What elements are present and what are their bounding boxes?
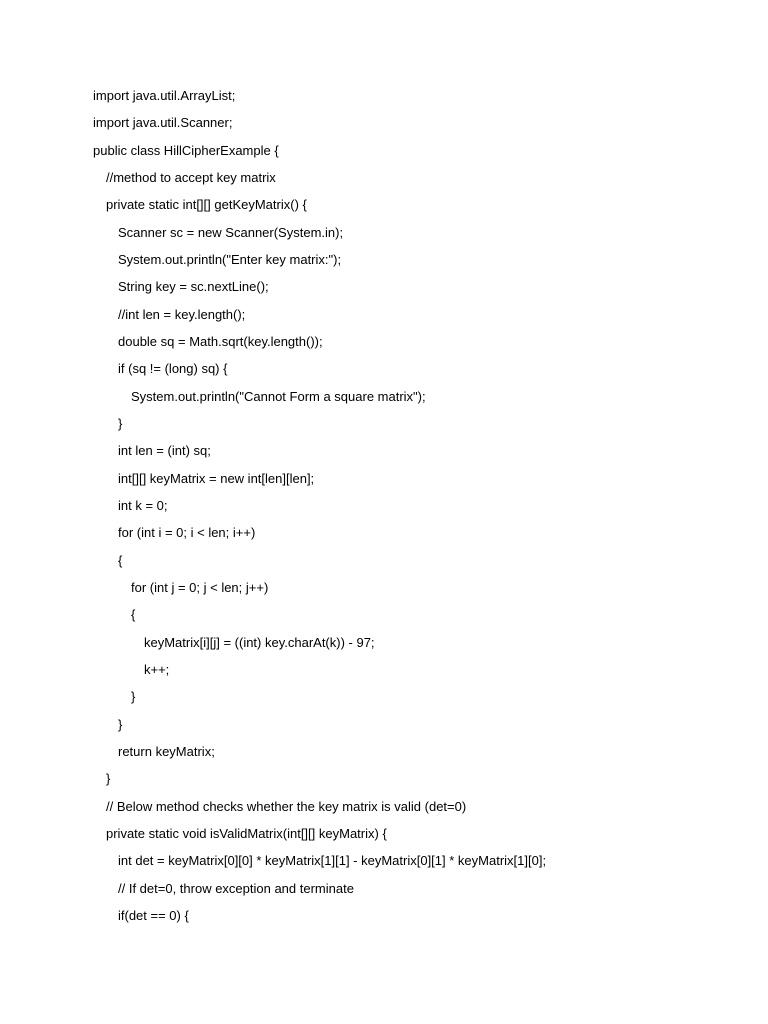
code-line-28: private static void isValidMatrix(int[][] keyMatrix) { bbox=[106, 826, 387, 841]
code-line-23: } bbox=[131, 689, 136, 704]
code-line-21: keyMatrix[i][j] = ((int) key.charAt(k)) - 97; bbox=[144, 635, 375, 650]
code-line-5: private static int[][] getKeyMatrix() { bbox=[106, 197, 307, 212]
code-line-6: Scanner sc = new Scanner(System.in); bbox=[118, 225, 344, 240]
code-line-2: import java.util.Scanner; bbox=[93, 115, 233, 130]
code-line-22: k++; bbox=[144, 662, 170, 677]
code-line-26: } bbox=[106, 771, 111, 786]
code-line-29: int det = keyMatrix[0][0] * keyMatrix[1][1] - keyMatrix[0][1] * keyMatrix[1][0]; bbox=[118, 853, 547, 868]
code-line-27: // Below method checks whether the key matrix is valid (det=0) bbox=[106, 799, 467, 814]
code-line-4: //method to accept key matrix bbox=[106, 170, 276, 185]
code-line-30: // If det=0, throw exception and terminate bbox=[118, 881, 354, 896]
code-line-7: System.out.println("Enter key matrix:"); bbox=[118, 252, 342, 267]
code-line-25: return keyMatrix; bbox=[118, 744, 215, 759]
code-line-9: //int len = key.length(); bbox=[118, 307, 246, 322]
code-line-13: } bbox=[118, 416, 123, 431]
code-line-11: if (sq != (long) sq) { bbox=[118, 361, 228, 376]
code-line-10: double sq = Math.sqrt(key.length()); bbox=[118, 334, 323, 349]
code-line-17: for (int i = 0; i < len; i++) bbox=[118, 525, 256, 540]
code-line-3: public class HillCipherExample { bbox=[93, 143, 279, 158]
code-line-12: System.out.println("Cannot Form a square matrix"); bbox=[131, 389, 426, 404]
code-line-1: import java.util.ArrayList; bbox=[93, 88, 236, 103]
code-line-31: if(det == 0) { bbox=[118, 908, 189, 923]
code-line-14: int len = (int) sq; bbox=[118, 443, 211, 458]
code-line-18: { bbox=[118, 553, 123, 568]
code-line-16: int k = 0; bbox=[118, 498, 168, 513]
code-line-15: int[][] keyMatrix = new int[len][len]; bbox=[118, 471, 315, 486]
code-line-20: { bbox=[131, 607, 136, 622]
code-line-19: for (int j = 0; j < len; j++) bbox=[131, 580, 269, 595]
code-line-24: } bbox=[118, 717, 123, 732]
code-line-8: String key = sc.nextLine(); bbox=[118, 279, 269, 294]
